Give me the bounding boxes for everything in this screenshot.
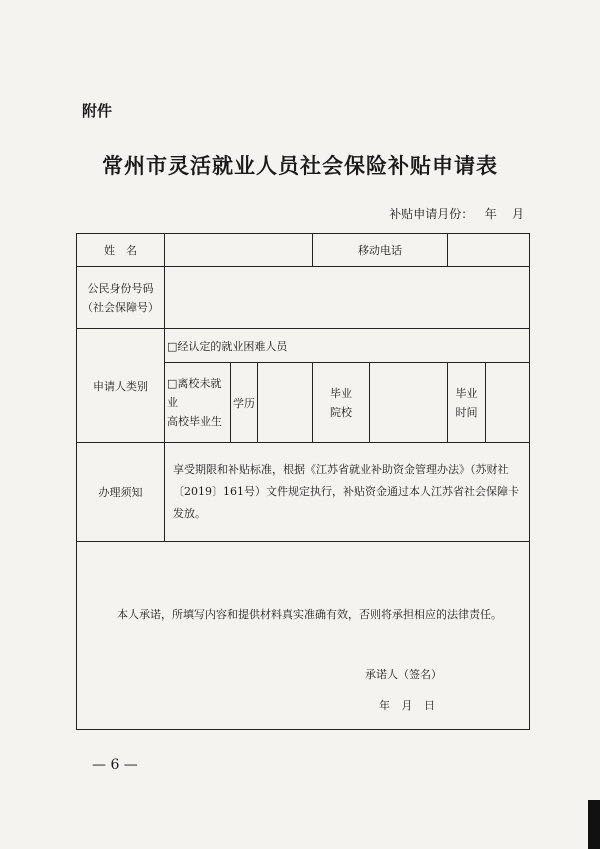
promise-text: 本人承诺，所填写内容和提供材料真实准确有效，否则将承担相应的法律责任。 — [117, 608, 502, 621]
notice-label: 办理须知 — [77, 443, 165, 542]
year-label: 年 — [484, 207, 497, 221]
option-graduate-line2: 高校毕业生 — [167, 415, 222, 428]
option-graduate-line1: □离校未就业 — [167, 377, 222, 409]
option-hardship[interactable]: □经认定的就业困难人员 — [165, 329, 530, 363]
grad-time-label-line2: 时间 — [455, 405, 478, 419]
category-label: 申请人类别 — [77, 329, 165, 443]
row-promise — [77, 542, 530, 730]
id-label — [77, 267, 165, 329]
attachment-label: 附件 — [82, 102, 113, 120]
mobile-field[interactable] — [448, 234, 530, 267]
mobile-label: 移动电话 — [313, 234, 448, 267]
application-form-table — [76, 233, 530, 730]
subsidy-month-label: 补贴申请月份： — [389, 207, 474, 221]
date-label: 年 月 日 — [379, 699, 435, 712]
page-number: — 6 — — [92, 757, 138, 773]
grad-time-field[interactable] — [486, 363, 530, 443]
row-notice — [77, 443, 530, 542]
school-label — [313, 363, 370, 443]
education-label: 学历 — [231, 363, 258, 443]
month-label: 月 — [511, 207, 524, 221]
document-title: 常州市灵活就业人员社会保险补贴申请表 — [102, 153, 498, 178]
school-label-line1: 毕业 — [330, 386, 353, 400]
school-label-line2: 院校 — [330, 405, 353, 419]
signer-label: 承诺人（签名） — [365, 668, 442, 681]
id-label-line1: 公民身份号码 — [87, 281, 154, 295]
school-field[interactable] — [370, 363, 448, 443]
id-number-field[interactable] — [165, 267, 530, 329]
education-field[interactable] — [258, 363, 313, 443]
notice-text: 享受期限和补贴标准，根据《江苏省就业补助资金管理办法》（苏财社〔2019〕161号）文件规定执行，补贴资金通过本人江苏省社会保障卡发放。 — [165, 443, 530, 542]
name-field[interactable] — [165, 234, 313, 267]
row-id — [77, 267, 530, 329]
scan-edge-shadow — [588, 800, 600, 849]
subsidy-month-line — [389, 205, 524, 222]
row-name — [77, 234, 530, 267]
name-label: 姓 名 — [77, 234, 165, 267]
row-category-hardship — [77, 329, 530, 363]
option-graduate[interactable] — [165, 363, 231, 443]
id-label-line2: （社会保障号） — [82, 300, 159, 314]
grad-time-label-line1: 毕业 — [455, 386, 478, 400]
grad-time-label — [448, 363, 486, 443]
promise-cell — [77, 542, 530, 730]
